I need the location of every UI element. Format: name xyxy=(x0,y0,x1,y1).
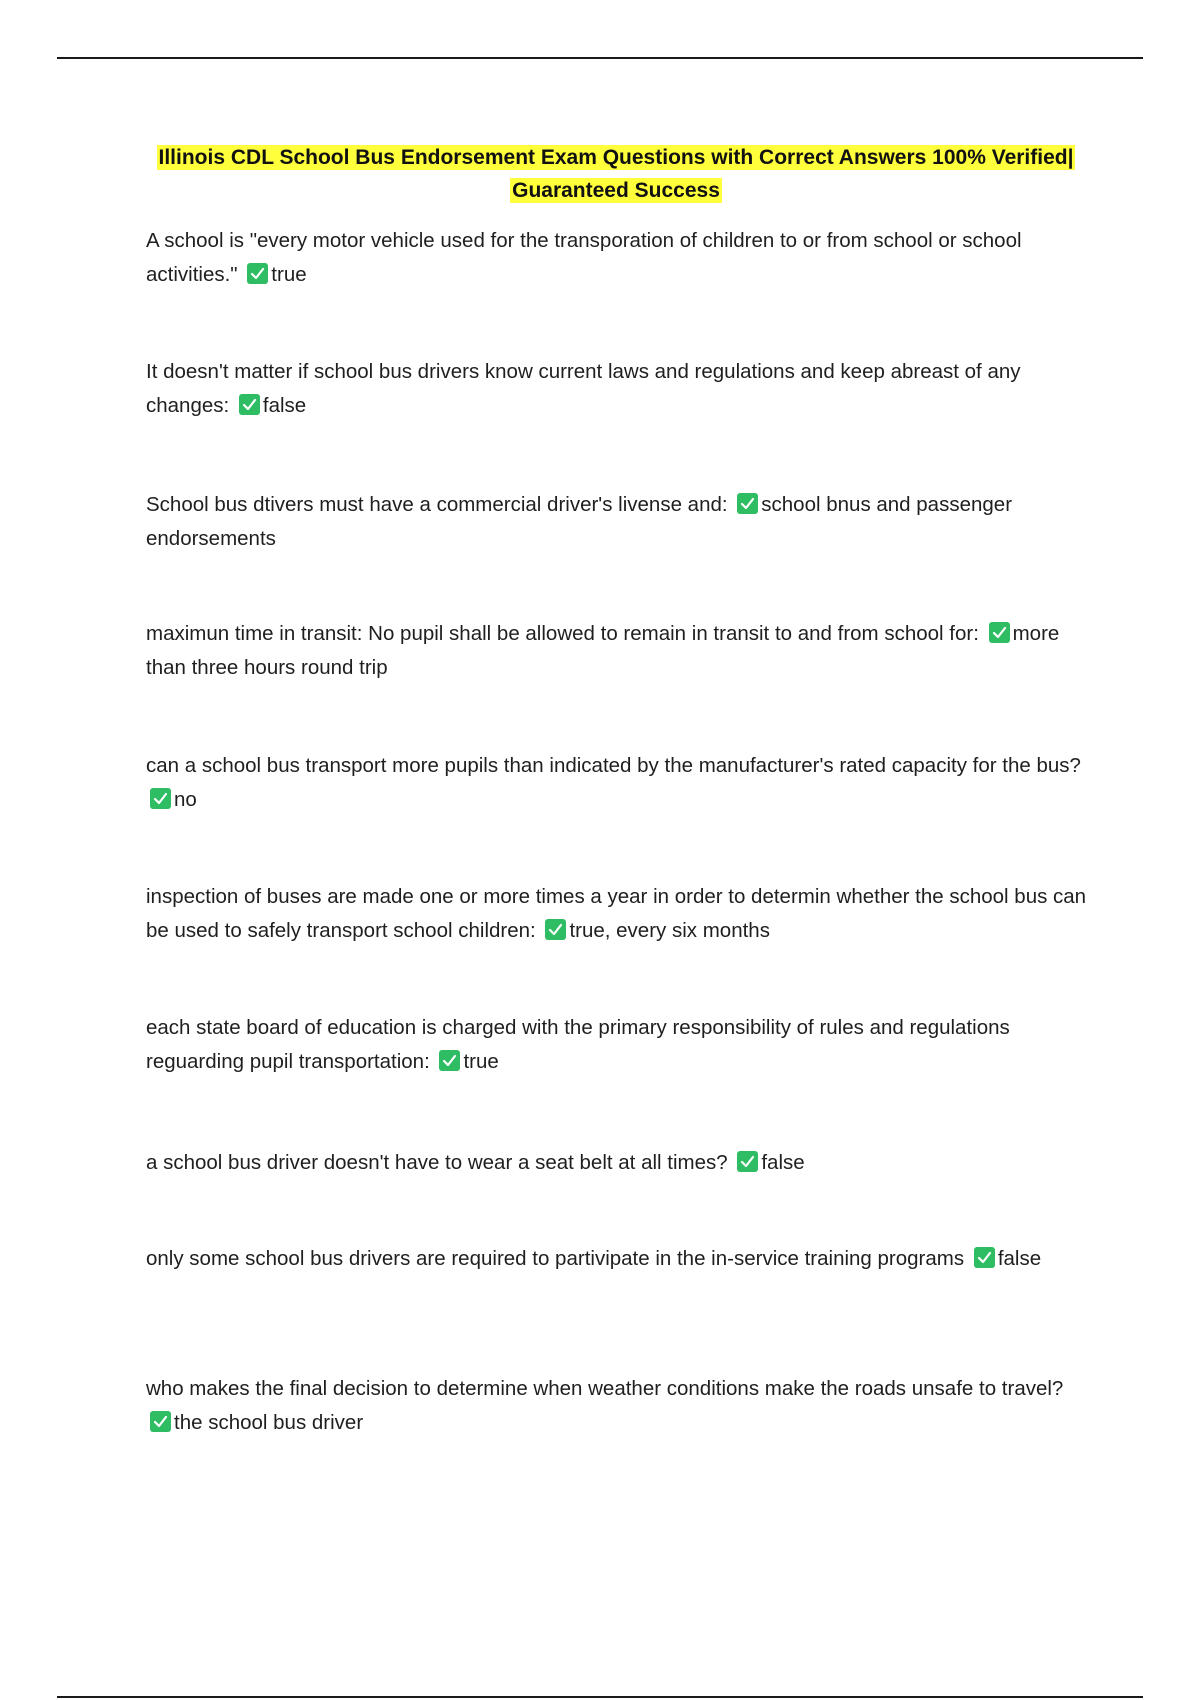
question-item-7 xyxy=(146,1011,1096,1079)
question-text: School bus dtivers must have a commercial driver's livense and: xyxy=(146,493,728,516)
answer-text: no xyxy=(174,788,197,811)
question-text: maximun time in transit: No pupil shall be allowed to remain in transit to and from school for: xyxy=(146,622,979,645)
check-mark-icon xyxy=(247,263,268,284)
answer-text: true xyxy=(463,1050,499,1073)
footer-rule xyxy=(57,1696,1143,1698)
question-item-6 xyxy=(146,880,1096,948)
check-mark-icon xyxy=(150,1411,171,1432)
question-text: a school bus driver doesn't have to wear a seat belt at all times? xyxy=(146,1151,728,1174)
check-mark-icon xyxy=(439,1050,460,1071)
check-mark-icon xyxy=(974,1247,995,1268)
question-item-8 xyxy=(146,1146,1096,1180)
question-text: each state board of education is charged with the primary responsibility of rules and regulations reguarding pupil transportation: xyxy=(146,1016,1010,1073)
question-item-5 xyxy=(146,749,1096,817)
answer-text: more than three hours round trip xyxy=(146,622,1060,679)
question-item-10 xyxy=(146,1372,1096,1440)
question-item-2 xyxy=(146,355,1096,423)
question-item-3 xyxy=(146,488,1096,556)
question-text: It doesn't matter if school bus drivers know current laws and regulations and keep abreast of any changes: xyxy=(146,360,1021,417)
answer-text: true, every six months xyxy=(569,919,770,942)
question-text: can a school bus transport more pupils than indicated by the manufacturer's rated capacity for the bus? xyxy=(146,754,1081,777)
question-item-9 xyxy=(146,1242,1096,1276)
answer-text: true xyxy=(271,263,307,286)
check-mark-icon xyxy=(737,493,758,514)
answer-text: the school bus driver xyxy=(174,1411,364,1434)
question-item-4 xyxy=(146,617,1096,685)
answer-text: false xyxy=(761,1151,805,1174)
check-mark-icon xyxy=(239,394,260,415)
header-rule xyxy=(57,57,1143,59)
title-line-2: Guaranteed Success xyxy=(512,179,720,202)
question-text: A school is "every motor vehicle used for the transporation of children to or from school or school activities." xyxy=(146,229,1022,286)
title-line-1: Illinois CDL School Bus Endorsement Exam Questions with Correct Answers 100% Verified| xyxy=(158,146,1074,169)
check-mark-icon xyxy=(150,788,171,809)
question-text: who makes the final decision to determine when weather conditions make the roads unsafe to travel? xyxy=(146,1377,1064,1400)
question-item-1 xyxy=(146,224,1096,292)
check-mark-icon xyxy=(989,622,1010,643)
check-mark-icon xyxy=(737,1151,758,1172)
document-title xyxy=(146,141,1086,207)
answer-text: false xyxy=(997,1247,1042,1270)
question-text: inspection of buses are made one or more times a year in order to determin whether the school bus can be used to safely transport school children: xyxy=(146,885,1087,942)
answer-text: school bnus and passenger endorsements xyxy=(146,493,1013,550)
question-text: only some school bus drivers are required to partivipate in the in-service training programs xyxy=(146,1247,965,1270)
check-mark-icon xyxy=(545,919,566,940)
answer-text: false xyxy=(262,394,307,417)
